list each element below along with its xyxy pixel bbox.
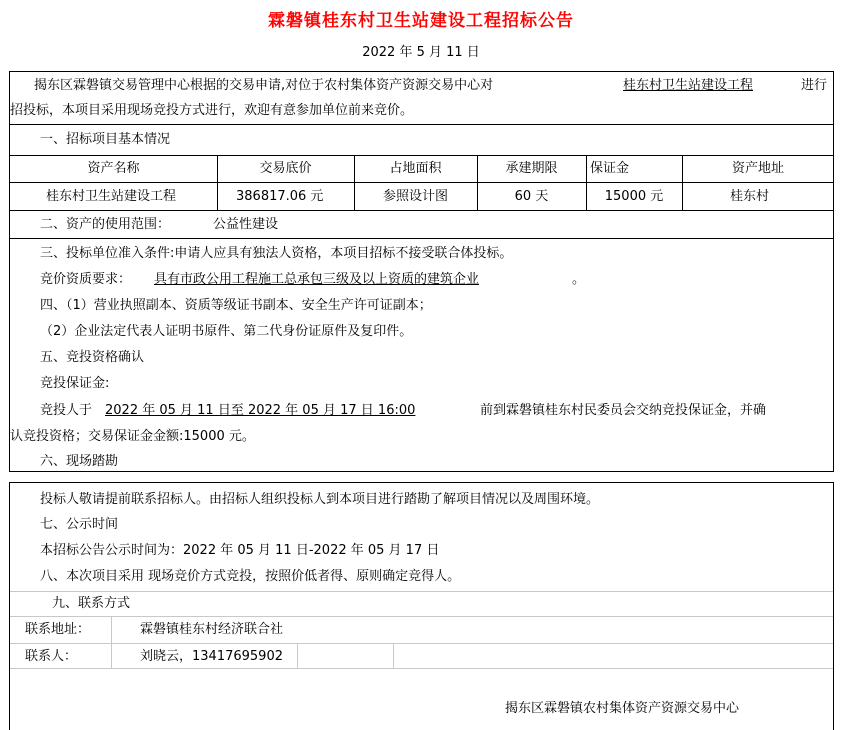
table-header-asset-name: 资产名称 — [87, 161, 140, 176]
qualification-value: 具有市政公用工程施工总承包三级及以上资质的建筑企业 — [154, 272, 480, 287]
qualification-end: 。 — [572, 272, 586, 287]
intro-project-name: 桂东村卫生站建设工程 — [623, 78, 754, 93]
notice-date: 2022 年 5 月 11 日 — [362, 45, 480, 60]
qualification-label: 竞价资质要求： — [40, 272, 132, 287]
table-header-term: 承建期限 — [505, 161, 558, 176]
issuer: 揭东区霖磐镇农村集体资产资源交易中心 — [505, 701, 740, 716]
section1-heading: 一、招标项目基本情况 — [40, 132, 171, 147]
table-cell-asset-name: 桂东村卫生站建设工程 — [46, 189, 177, 204]
section2-value: 公益性建设 — [213, 217, 279, 232]
section5-line1-end: 前到霖磐镇桂东村民委员会交纳竞投保证金，并确 — [480, 403, 767, 418]
table-cell-address: 桂东村 — [729, 189, 769, 204]
table-header-deposit: 保证金 — [590, 161, 630, 176]
deposit-label: 竞投保证金: — [40, 376, 110, 391]
table-cell-deposit: 15000 元 — [604, 189, 664, 204]
table-header-reserve-price: 交易底价 — [259, 161, 312, 176]
section5-heading: 五、竞投资格确认 — [40, 350, 145, 365]
table-cell-area: 参照设计图 — [382, 189, 448, 204]
contact-person-label: 联系人： — [25, 649, 78, 664]
table-cell-term: 60 天 — [514, 189, 549, 204]
section6-text: 投标人敬请提前联系招标人。由招标人组织投标人到本项目进行踏勘了解项目情况以及周围环境。 — [40, 492, 600, 507]
intro-text-line2: 招投标，本项目采用现场竞投方式进行，欢迎有意参加单位前来竞价。 — [10, 103, 414, 118]
intro-text-end: 进行 — [801, 78, 828, 93]
section5-line1-start: 竞投人于 — [40, 403, 93, 418]
section7-heading: 七、公示时间 — [40, 517, 119, 532]
section7-text: 本招标公告公示时间为：2022 年 05 月 11 日-2022 年 05 月 17 日 — [40, 543, 440, 558]
section4-line1: 四、（1）营业执照副本、资质等级证书副本、安全生产许可证副本； — [40, 298, 432, 313]
section5-line2: 认竞投资格；交易保证金金额:15000 元。 — [10, 429, 255, 444]
contact-address-label: 联系地址： — [25, 622, 91, 637]
contact-address-value: 霖磐镇桂东村经济联合社 — [140, 622, 284, 637]
intro-text-start: 揭东区霖磐镇交易管理中心根据的交易申请,对位于农村集体资产资源交易中心对 — [34, 78, 494, 93]
section4-line2: （2）企业法定代表人证明书原件、第二代身份证原件及复印件。 — [40, 324, 413, 339]
table-header-area: 占地面积 — [389, 161, 442, 176]
section9-heading: 九、联系方式 — [52, 596, 131, 611]
section3-line1: 三、投标单位准入条件:申请人应具有独法人资格，本项目招标不接受联合体投标。 — [40, 246, 513, 261]
deposit-period: 2022 年 05 月 11 日至 2022 年 05 月 17 日 16:00 — [105, 403, 416, 418]
table-cell-reserve-price: 386817.06 元 — [236, 189, 324, 204]
contact-person-value: 刘晓云，13417695902 — [140, 649, 283, 664]
notice-title: 霖磐镇桂东村卫生站建设工程招标公告 — [268, 11, 574, 31]
section8-text: 八、本次项目采用 现场竞价方式竞投，按照价低者得、原则确定竞得人。 — [40, 569, 461, 584]
lower-block — [9, 482, 834, 730]
section2-label: 二、资产的使用范围： — [40, 217, 171, 232]
table-header-address: 资产地址 — [731, 161, 784, 176]
section6-heading: 六、现场踏勘 — [40, 454, 119, 469]
